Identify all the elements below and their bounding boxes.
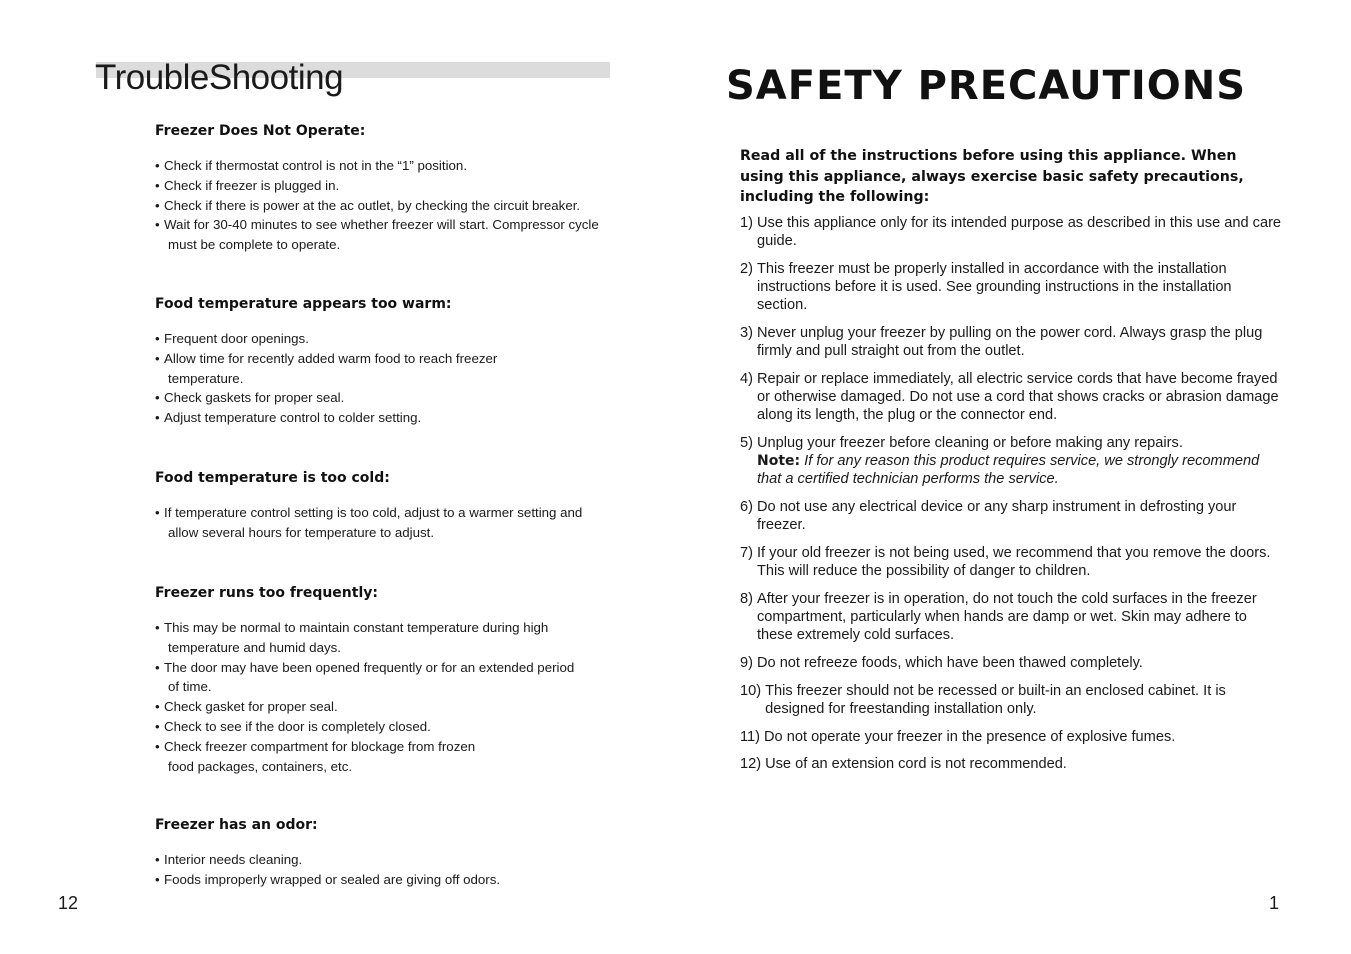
- safety-item: 7) If your old freezer is not being used, we recommend that you remove the doors. This will reduce the possibility of danger to children.: [740, 545, 1271, 580]
- bullet-icon: •: [155, 410, 160, 426]
- bullet-icon: •: [155, 158, 160, 173]
- list-item: • Check if there is power at the ac outlet, by checking the circuit breaker.: [155, 196, 635, 216]
- bullet-icon: •: [155, 390, 160, 406]
- safety-item: 8) After your freezer is in operation, do not touch the cold surfaces in the freezer compartment, particularly when hands are damp or wet. Skin may adhere to these extremely cold surfaces.: [740, 590, 1257, 644]
- list-item: • Allow time for recently added warm food to reach freezer temperature.: [155, 350, 498, 386]
- checklist: [155, 156, 635, 255]
- section-heading: Freezer runs too frequently:: [155, 585, 378, 601]
- safety-item: 1) Use this appliance only for its intended purpose as described in this use and care guide.: [740, 215, 1282, 250]
- safety-item: 5) Unplug your freezer before cleaning or before making any repairs. Note: If for any reason this product requires service, we strongly recommend that a certified technician performs the service.: [740, 435, 1260, 488]
- bullet-icon: •: [155, 350, 160, 366]
- safety-intro: Read all of the instructions before using this appliance. When using this appliance, always exercise basic safety precautions, including the following:: [740, 148, 1244, 205]
- bullet-icon: •: [155, 852, 160, 867]
- note-text: If for any reason this product requires service, we strongly recommend that a certified technician performs the service.: [756, 453, 1260, 488]
- section-runs-too-frequently: [155, 584, 635, 776]
- note-label: Note:: [756, 453, 801, 470]
- list-item: • This may be normal to maintain constant temperature during high temperature and humid days.: [155, 620, 549, 655]
- checklist: [155, 503, 635, 543]
- list-item: • If temperature control setting is too cold, adjust to a warmer setting and allow several hours for temperature to adjust.: [155, 505, 583, 540]
- safety-item: 12) Use of an extension cord is not recommended.: [740, 756, 1067, 773]
- list-item: • Adjust temperature control to colder setting.: [155, 408, 635, 428]
- list-item: • The door may have been opened frequently or for an extended period of time.: [155, 659, 575, 695]
- bullet-icon: •: [155, 505, 160, 520]
- safety-item: 2) This freezer must be properly installed in accordance with the installation instructions before it is used. See grounding instructions in the installation section.: [740, 260, 1232, 314]
- troubleshooting-title: TroubleShooting: [95, 58, 344, 97]
- page-number: 1: [1268, 893, 1279, 913]
- list-item: • Check gasket for proper seal.: [155, 697, 635, 717]
- bullet-icon: •: [155, 331, 160, 346]
- section-freezer-does-not-operate: [155, 122, 635, 255]
- list-item: • Check if thermostat control is not in the “1” position.: [155, 156, 635, 176]
- list-item: • Frequent door openings.: [155, 329, 635, 349]
- bullet-icon: •: [155, 738, 160, 754]
- bullet-icon: •: [155, 659, 160, 675]
- checklist: [155, 329, 635, 428]
- checklist: [155, 618, 635, 776]
- safety-item: 3) Never unplug your freezer by pulling on the power cord. Always grasp the plug firmly and pull straight out from the outlet.: [740, 325, 1263, 360]
- section-heading: Freezer Does Not Operate:: [155, 123, 366, 139]
- safety-item: 9) Do not refreeze foods, which have been thawed completely.: [740, 655, 1143, 672]
- safety-item: 10) This freezer should not be recessed or built-in an enclosed cabinet. It is designed for freestanding installation only.: [740, 682, 1226, 717]
- section-heading: Food temperature appears too warm:: [155, 296, 452, 312]
- safety-list: [740, 214, 1285, 783]
- list-item: • Check if freezer is plugged in.: [155, 176, 635, 196]
- list-item: • Interior needs cleaning.: [155, 850, 635, 870]
- list-item: • Foods improperly wrapped or sealed are giving off odors.: [155, 870, 635, 890]
- safety-precautions-page: [676, 0, 1351, 954]
- page-number: 12: [58, 893, 79, 913]
- section-food-too-warm: [155, 295, 635, 428]
- list-item: • Check to see if the door is completely closed.: [155, 717, 635, 737]
- bullet-icon: •: [155, 699, 160, 715]
- safety-item: 11) Do not operate your freezer in the presence of explosive fumes.: [740, 728, 1176, 745]
- list-item: • Check gaskets for proper seal.: [155, 388, 635, 408]
- section-heading: Food temperature is too cold:: [155, 470, 390, 486]
- list-item: • Check freezer compartment for blockage from frozen food packages, containers, etc.: [155, 738, 476, 774]
- bullet-icon: •: [155, 177, 160, 193]
- section-heading: Freezer has an odor:: [155, 817, 318, 833]
- bullet-icon: •: [155, 718, 160, 734]
- list-item: • Wait for 30-40 minutes to see whether freezer will start. Compressor cycle must be complete to operate.: [155, 217, 599, 253]
- section-food-too-cold: [155, 469, 635, 543]
- section-has-odor: [155, 816, 635, 890]
- checklist: [155, 850, 635, 890]
- safety-item: 4) Repair or replace immediately, all electric service cords that have become frayed or otherwise damaged. Do not use a cord that shows cracks or abrasion damage along its length, the plug or the connector end.: [740, 370, 1279, 424]
- safety-item: 6) Do not use any electrical device or any sharp instrument in defrosting your freezer.: [740, 499, 1237, 534]
- bullet-icon: •: [155, 197, 160, 213]
- bullet-icon: •: [155, 217, 160, 233]
- bullet-icon: •: [155, 871, 160, 887]
- bullet-icon: •: [155, 620, 160, 635]
- safety-title: SAFETY PRECAUTIONS: [726, 63, 1247, 109]
